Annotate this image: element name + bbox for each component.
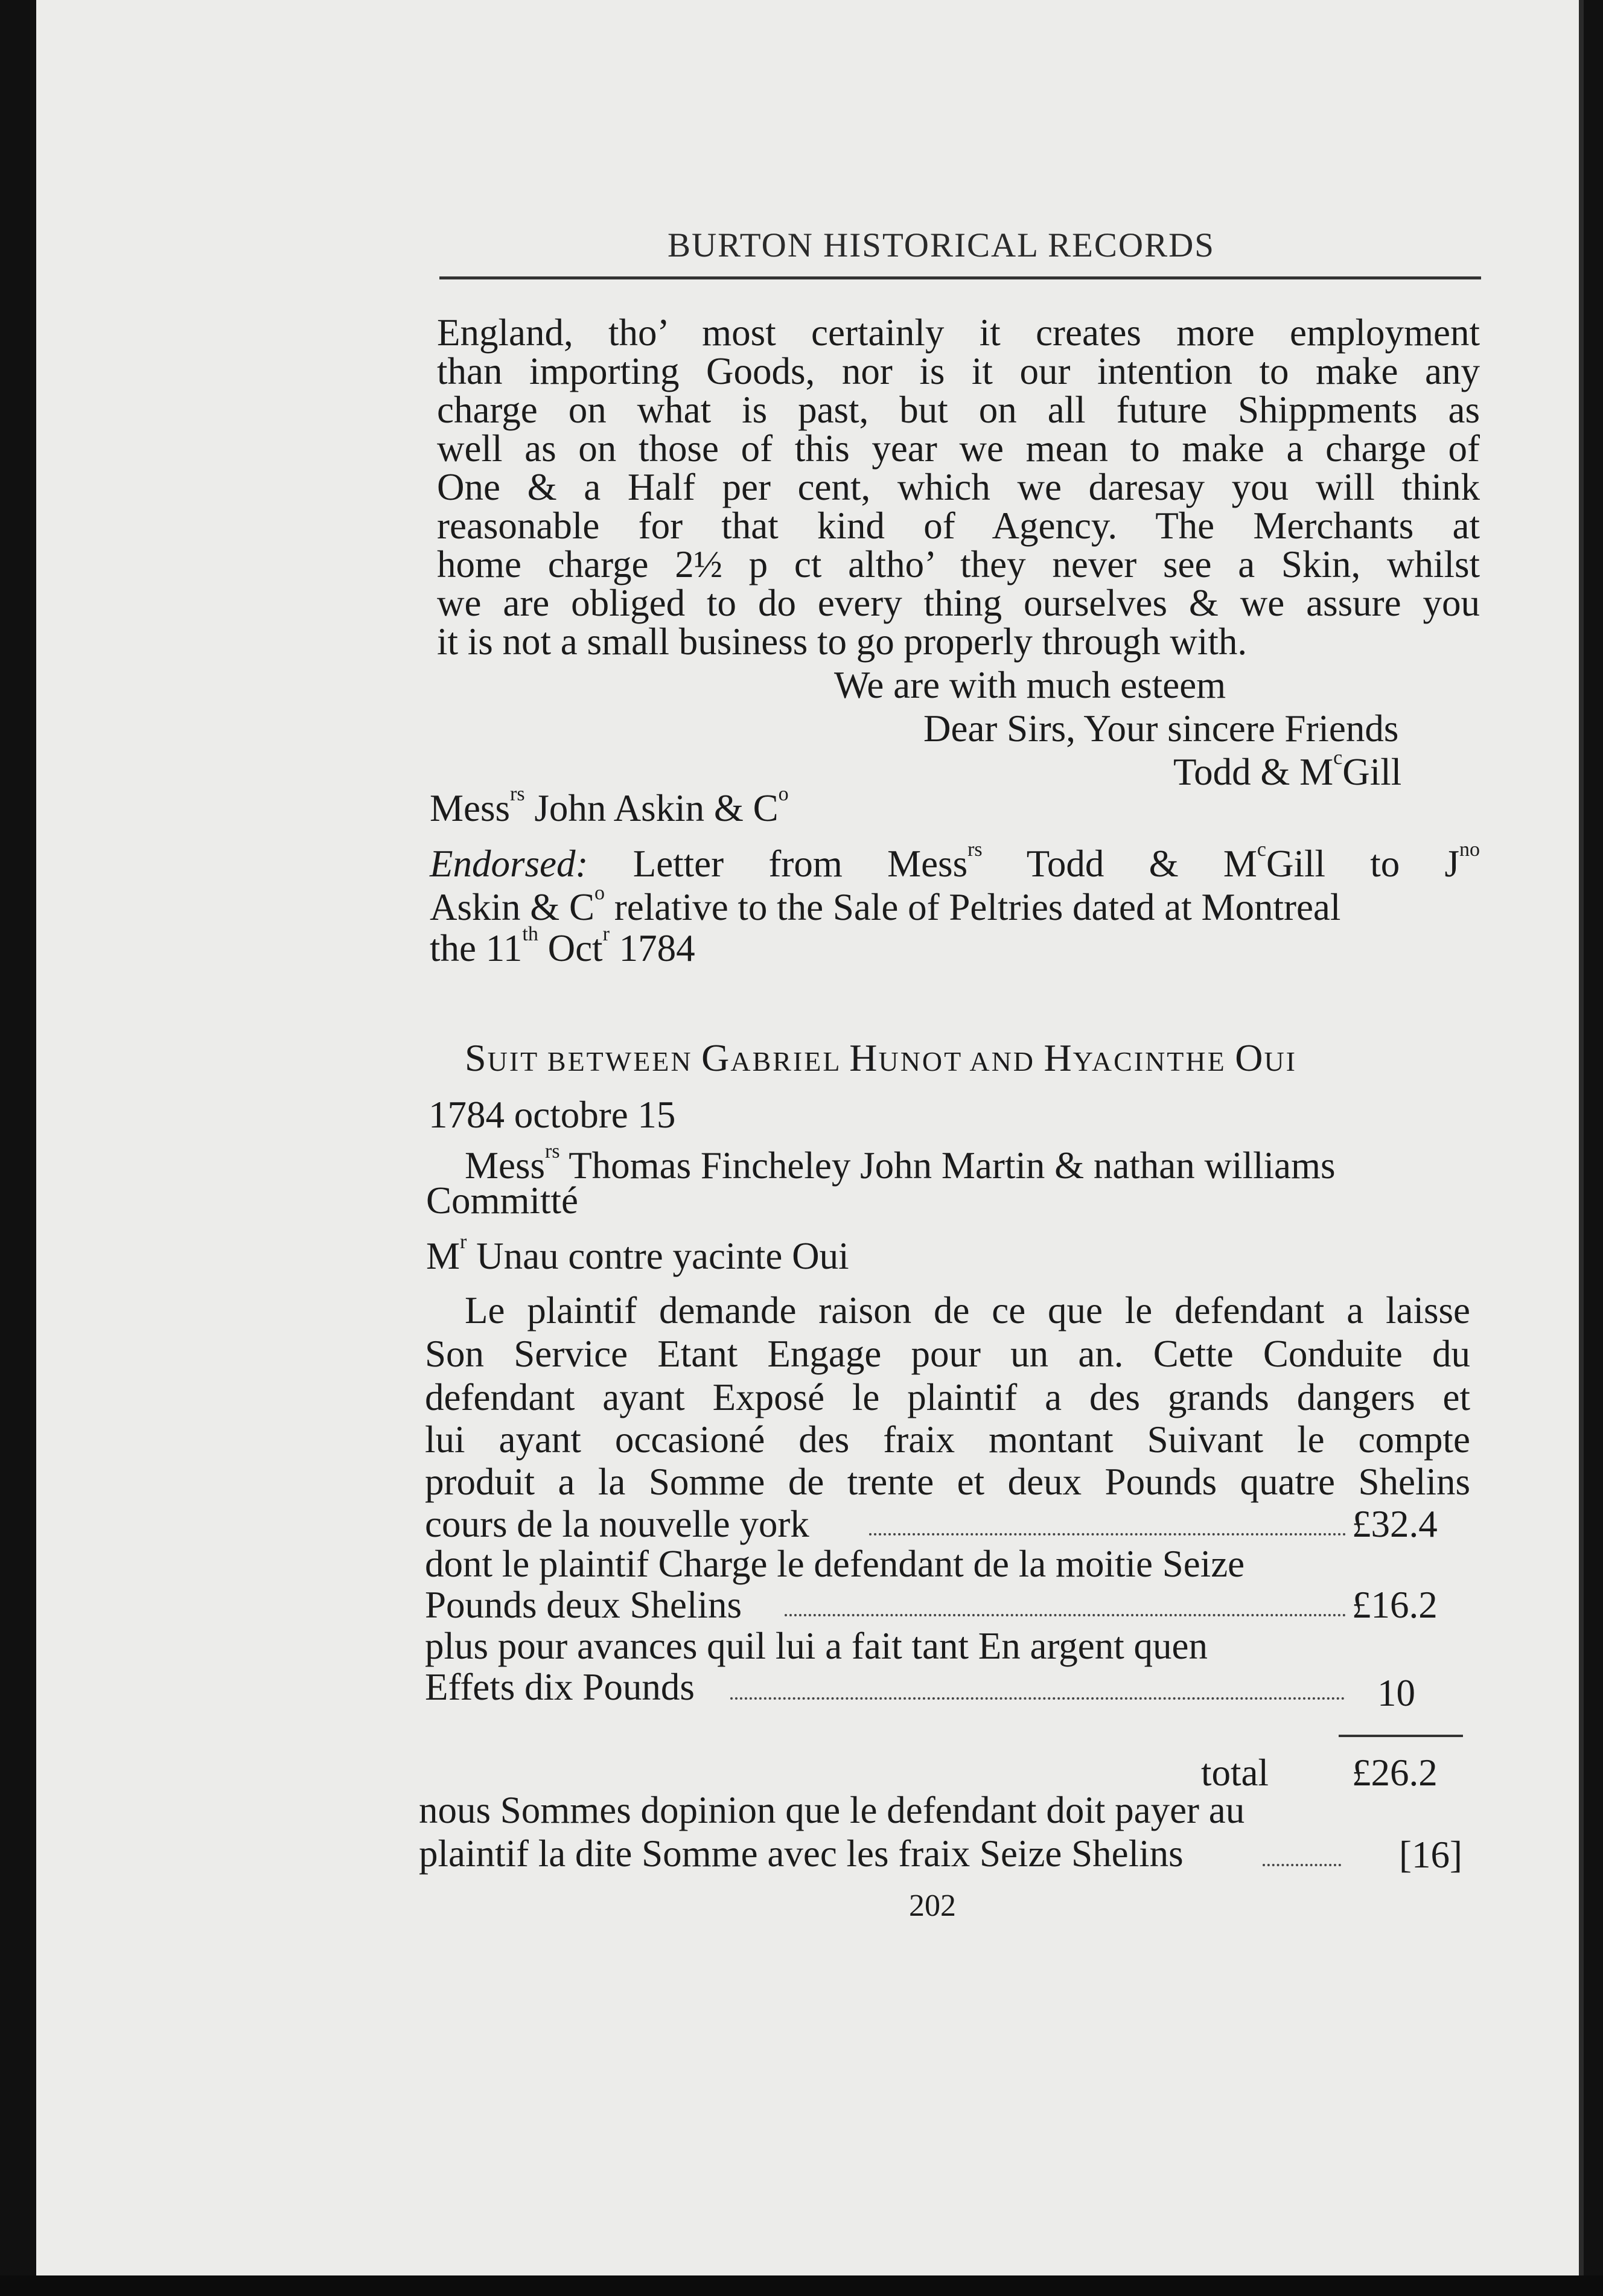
endorsement-line: Askin & $C^o$ relative to the Sale of Peltries dated at Montreal [430,882,1341,928]
letter-line: it is not a small business to go properly through with. [437,620,1248,663]
suit-body-line: defendant ayant Exposé le plaintif a des grands dangers et [425,1376,1470,1418]
case-title: $M^r$ Unau contre yacinte Oui [426,1231,849,1277]
total-label: total [1201,1752,1269,1794]
leader-dots [730,1697,1345,1700]
header-rule [439,276,1481,279]
suit-body-line: Son Service Etant Engage pour un an. Cette Conduite du [425,1333,1470,1375]
suit-date: 1784 octobre 15 [429,1094,676,1136]
closing-line: Dear Sirs, Your sincere Friends [923,707,1399,750]
account-amount: 10 [1377,1672,1415,1714]
suit-body-line: lui ayant occasioné des fraix montant Suivant le compte [425,1418,1470,1461]
page-number: 202 [909,1889,956,1923]
account-item: cours de la nouvelle york [425,1503,809,1545]
leader-dots [869,1533,1346,1535]
letter-line: we are obliged to do every thing ourselves & we assure you [437,582,1480,624]
endorsement-line: Endorsed: Letter from Mess$^{rs}$ Todd & $M^cGill$ to $J^{no}$ [430,838,1480,885]
letter-line: home charge 2½ p ct altho’ they never see a Skin, whilst [437,543,1480,585]
account-amount: £16.2 [1352,1584,1438,1626]
closing-line: We are with much esteem [834,664,1226,706]
running-header: BURTON HISTORICAL RECORDS [668,226,1215,264]
account-line: dont le plaintif Charge le defendant de la moitie Seize [425,1543,1245,1585]
leader-dots [785,1614,1346,1616]
total-rule [1339,1735,1463,1737]
total-amount: £26.2 [1352,1752,1438,1794]
letter-line: England, tho’ most certainly it creates more employment [437,311,1480,354]
opinion-amount: [16] [1399,1834,1462,1876]
account-line: plus pour avances quil lui a fait tant En argent quen [425,1625,1208,1667]
letter-line: reasonable for that kind of Agency. The Merchants at [437,505,1480,547]
letter-line: charge on what is past, but on all future Shippments as [437,389,1480,431]
account-item: Effets dix Pounds [425,1666,695,1708]
committee-line: Mess$^{rs}$ Thomas Fincheley John Martin & nathan williams [465,1140,1336,1187]
leader-dots [1263,1864,1341,1866]
endorsement-line: the 11th Oct$^r$ 1784 [430,923,695,969]
letter-line: well as on those of this year we mean to make a charge of [437,427,1480,470]
section-title: SUIT BETWEEN GABRIEL HUNOT AND HYACINTHE OUI [465,1036,1297,1079]
committee-line: Committé [426,1179,578,1222]
signature: Todd & $M^cGill$ [1173,747,1402,793]
letter-line: than importing Goods, nor is it our intention to make any [437,350,1480,392]
addressee: Mess$^{rs}$ John Askin & $C^o$ [430,783,789,829]
scan-border [0,2275,1603,2296]
suit-body-line: produit a la Somme de trente et deux Pounds quatre Shelins [425,1461,1470,1503]
letter-line: One & a Half per cent, which we daresay you will think [437,466,1480,508]
suit-body-line: Le plaintif demande raison de ce que le defendant a laisse [465,1289,1470,1331]
opinion-line: nous Sommes dopinion que le defendant doit payer au [419,1789,1245,1831]
account-amount: £32.4 [1352,1503,1438,1545]
account-item: Pounds deux Shelins [425,1584,742,1626]
opinion-line: plaintif la dite Somme avec les fraix Seize Shelins [419,1832,1184,1875]
